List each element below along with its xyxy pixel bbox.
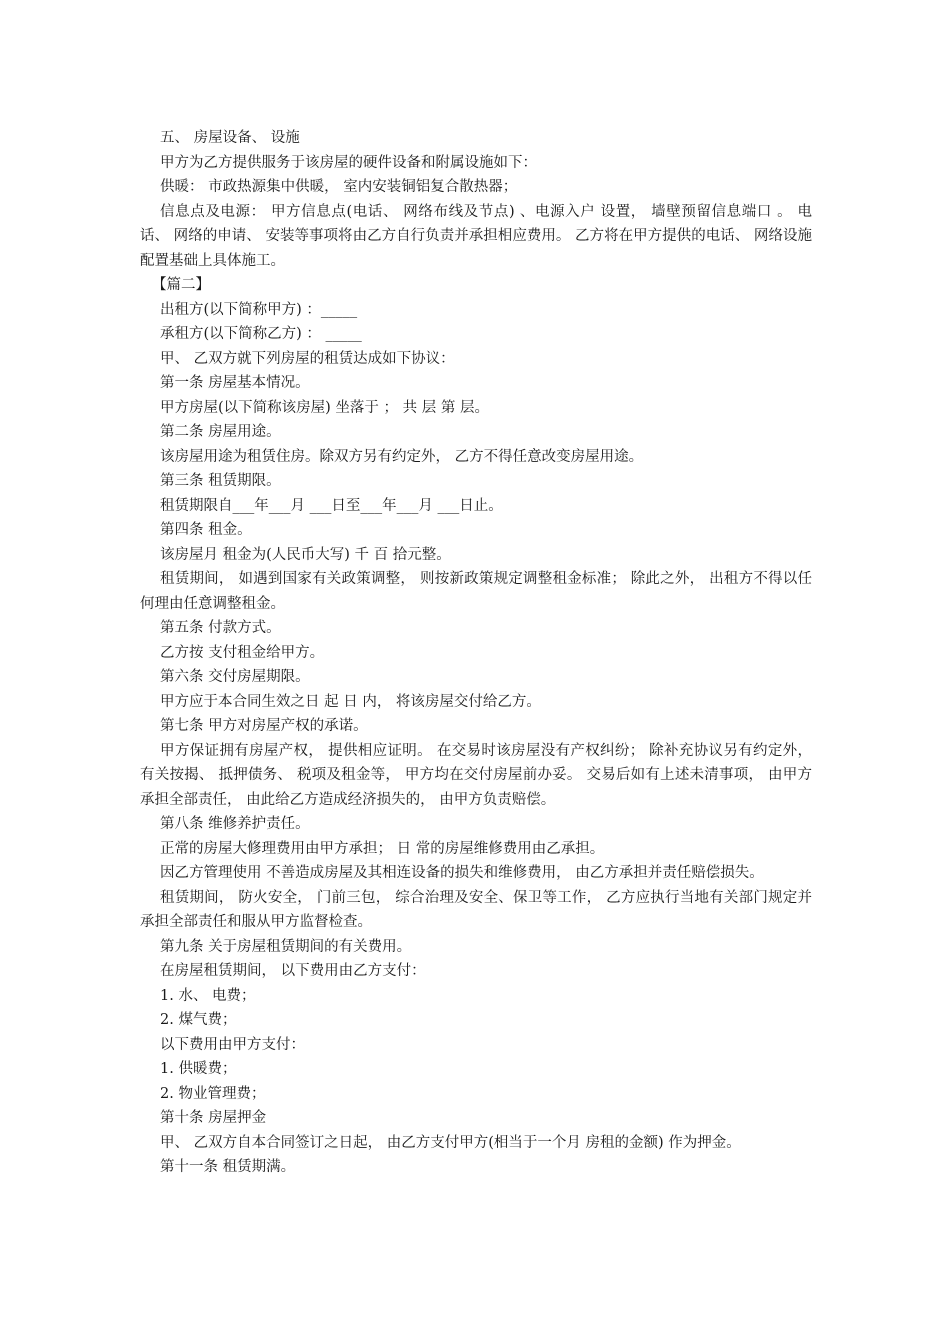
paragraph: 甲方保证拥有房屋产权， 提供相应证明。 在交易时该房屋没有产权纠纷； 除补充协议另有约定外， 有关按揭、 抵押债务、 税项及租金等， 甲方均在交付房屋前办妥。 交易后如有上述未清事项， 由甲方承担全部责任， 由此给乙方造成经济损失的， 由甲方负责赔偿。 — [140, 742, 817, 808]
list-item: 1. 水、 电费； — [160, 987, 256, 1004]
paragraph: 因乙方管理使用 不善造成房屋及其相连设备的损失和维修费用， 由乙方承担并责任赔偿损失。 — [160, 865, 764, 881]
article-heading: 第二条 房屋用途。 — [160, 424, 281, 440]
article-heading: 第三条 租赁期限。 — [160, 473, 281, 489]
paragraph: 在房屋租赁期间， 以下费用由乙方支付： — [160, 963, 426, 979]
paragraph: 甲方房屋(以下简称该房屋) 坐落于 ； 共 层 第 层。 — [160, 399, 489, 416]
list-item: 1. 供暖费； — [160, 1061, 237, 1077]
part-heading: 【篇二】 — [152, 277, 210, 293]
paragraph: 甲方应于本合同生效之日 起 日 内， 将该房屋交付给乙方。 — [160, 693, 541, 710]
article-heading: 第一条 房屋基本情况。 — [160, 375, 310, 391]
paragraph: 租赁期间， 防火安全， 门前三包， 综合治理及安全、保卫等工作， 乙方应执行当地有关部门规定并承担全部责任和服从甲方监督检查。 — [140, 889, 812, 930]
section-heading: 五、 房屋设备、 设施 — [160, 130, 300, 146]
paragraph: 甲方为乙方提供服务于该房屋的硬件设备和附属设施如下： — [160, 154, 537, 171]
article-heading: 第九条 关于房屋租赁期间的有关费用。 — [160, 938, 412, 955]
list-item: 2. 物业管理费； — [160, 1085, 266, 1102]
paragraph: 正常的房屋大修理费用由甲方承担； 日 常的房屋维修费用由乙承担。 — [160, 840, 605, 857]
paragraph: 供暖： 市政热源集中供暖， 室内安装铜铝复合散热器； — [160, 179, 518, 195]
paragraph: 甲、 乙双方自本合同签订之日起， 由乙方支付甲方(相当于一个月 房租的金额) 作为押金。 — [160, 1134, 741, 1151]
paragraph: 承租方(以下简称乙方) ： _____ — [160, 326, 362, 342]
paragraph: 该房屋用途为租赁住房。除双方另有约定外， 乙方不得任意改变房屋用途。 — [160, 448, 644, 465]
article-heading: 第七条 甲方对房屋产权的承诺。 — [160, 718, 368, 734]
paragraph: 该房屋月 租金为(人民币大写) 千 百 拾元整。 — [160, 546, 451, 563]
article-heading: 第十条 房屋押金 — [160, 1110, 267, 1126]
article-heading: 第四条 租金。 — [160, 522, 252, 538]
list-item: 2. 煤气费； — [160, 1012, 237, 1028]
article-heading: 第六条 交付房屋期限。 — [160, 669, 310, 685]
paragraph: 出租方(以下简称甲方) ：_____ — [160, 301, 358, 318]
paragraph: 乙方按 支付租金给甲方。 — [160, 644, 325, 661]
article-heading: 第八条 维修养护责任。 — [160, 816, 310, 832]
paragraph: 信息点及电源： 甲方信息点(电话、 网络布线及节点) 、电源入户 设置， 墙壁预留信息端口 。 电话、 网络的申请、 安装等事项将由乙方自行负责并承担相应费用。 乙方将在甲方提供的电话、 网络设施配置基础上具体施工。 — [140, 203, 812, 269]
paragraph: 租赁期限自___年___月 ___日至___年___月 ___日止。 — [160, 497, 503, 514]
paragraph: 以下费用由甲方支付： — [160, 1036, 305, 1053]
paragraph: 租赁期间， 如遇到国家有关政策调整， 则按新政策规定调整租金标准； 除此之外， 出租方不得以任何理由任意调整租金。 — [140, 571, 812, 612]
article-heading: 第五条 付款方式。 — [160, 620, 281, 636]
article-heading: 第十一条 租赁期满。 — [160, 1159, 296, 1175]
document-body — [140, 126, 817, 1180]
paragraph: 甲、 乙双方就下列房屋的租赁达成如下协议： — [160, 350, 455, 367]
